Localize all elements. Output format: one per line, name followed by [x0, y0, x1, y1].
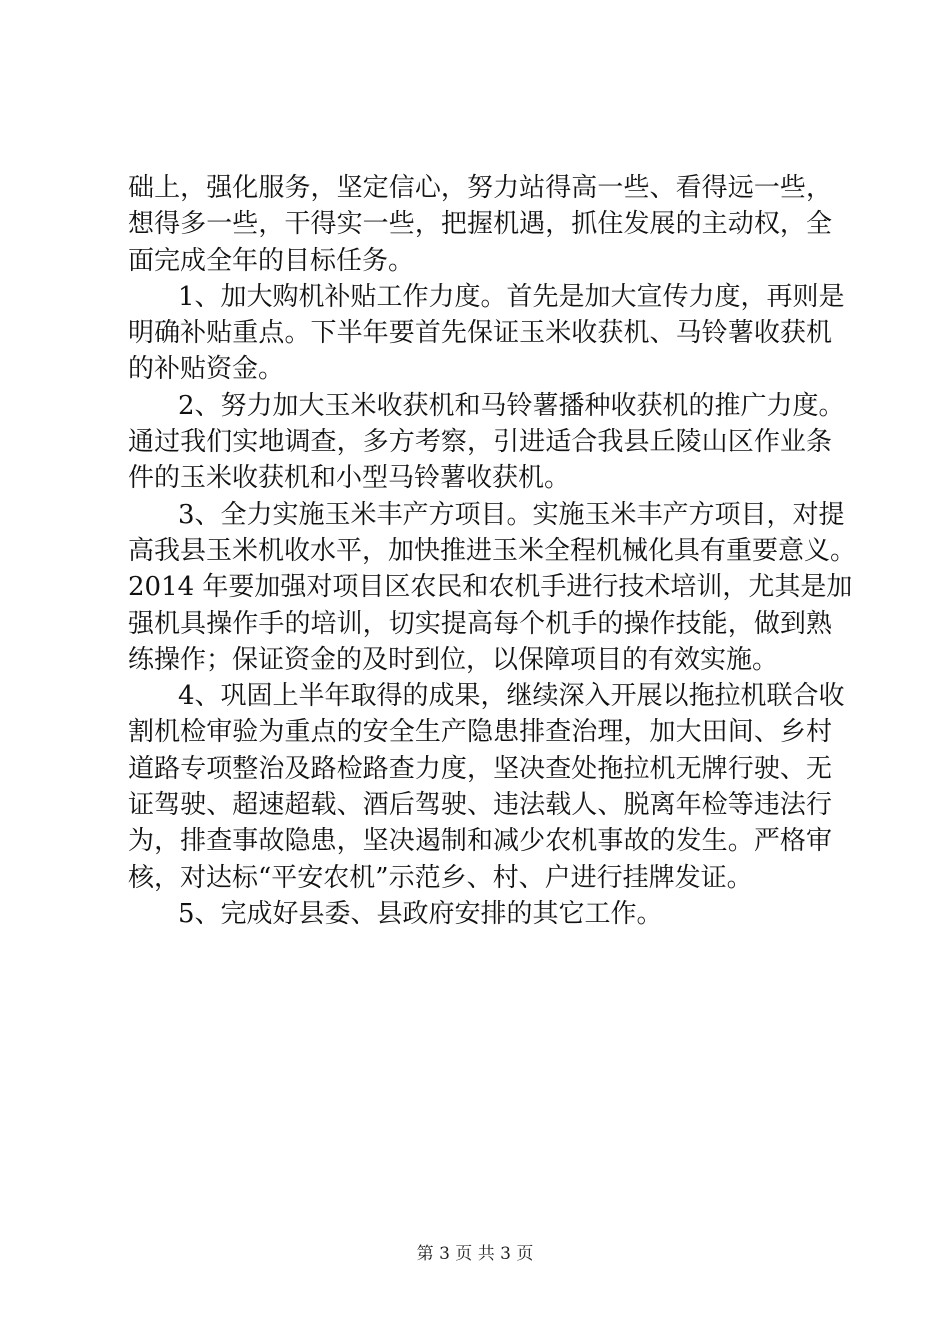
body-line: 面完成全年的目标任务。 [128, 245, 415, 276]
body-line: 1、加大购机补贴工作力度。首先是加大宣传力度，再则是 [178, 281, 845, 312]
document-body [128, 170, 857, 932]
body-line: 2014 年要加强对项目区农民和农机手进行技术培训，尤其是加 [128, 572, 853, 603]
body-line: 强机具操作手的培训，切实提高每个机手的操作技能，做到熟 [128, 608, 832, 639]
body-line: 练操作；保证资金的及时到位，以保障项目的有效实施。 [128, 644, 779, 675]
body-line: 件的玉米收获机和小型马铃薯收获机。 [128, 463, 571, 494]
page-number-footer: 第 3 页 共 3 页 [416, 1244, 534, 1264]
body-line: 核，对达标“平安农机”示范乡、村、户进行挂牌发证。 [128, 862, 753, 893]
body-line: 为，排查事故隐患，坚决遏制和减少农机事故的发生。严格审 [128, 826, 832, 857]
body-line: 的补贴资金。 [128, 354, 285, 385]
body-line: 通过我们实地调查，多方考察，引进适合我县丘陵山区作业条 [128, 427, 832, 458]
body-line: 5、完成好县委、县政府安排的其它工作。 [178, 898, 663, 929]
body-line: 道路专项整治及路检路查力度，坚决查处拖拉机无牌行驶、无 [128, 753, 832, 784]
body-line: 明确补贴重点。下半年要首先保证玉米收获机、马铃薯收获机 [128, 318, 832, 349]
body-line: 想得多一些，干得实一些，把握机遇，抓住发展的主动权，全 [128, 209, 832, 240]
body-line: 4、巩固上半年取得的成果，继续深入开展以拖拉机联合收 [178, 681, 845, 712]
body-line: 证驾驶、超速超载、酒后驾驶、违法载人、脱离年检等违法行 [128, 790, 832, 821]
body-line: 础上，强化服务，坚定信心，努力站得高一些、看得远一些， [128, 173, 832, 203]
body-line: 3、全力实施玉米丰产方项目。实施玉米丰产方项目，对提 [178, 499, 845, 530]
body-line: 高我县玉米机收水平，加快推进玉米全程机械化具有重要意义。 [128, 535, 857, 566]
body-line: 割机检审验为重点的安全生产隐患排查治理，加大田间、乡村 [128, 717, 832, 748]
body-line: 2、努力加大玉米收获机和马铃薯播种收获机的推广力度。 [178, 390, 845, 421]
